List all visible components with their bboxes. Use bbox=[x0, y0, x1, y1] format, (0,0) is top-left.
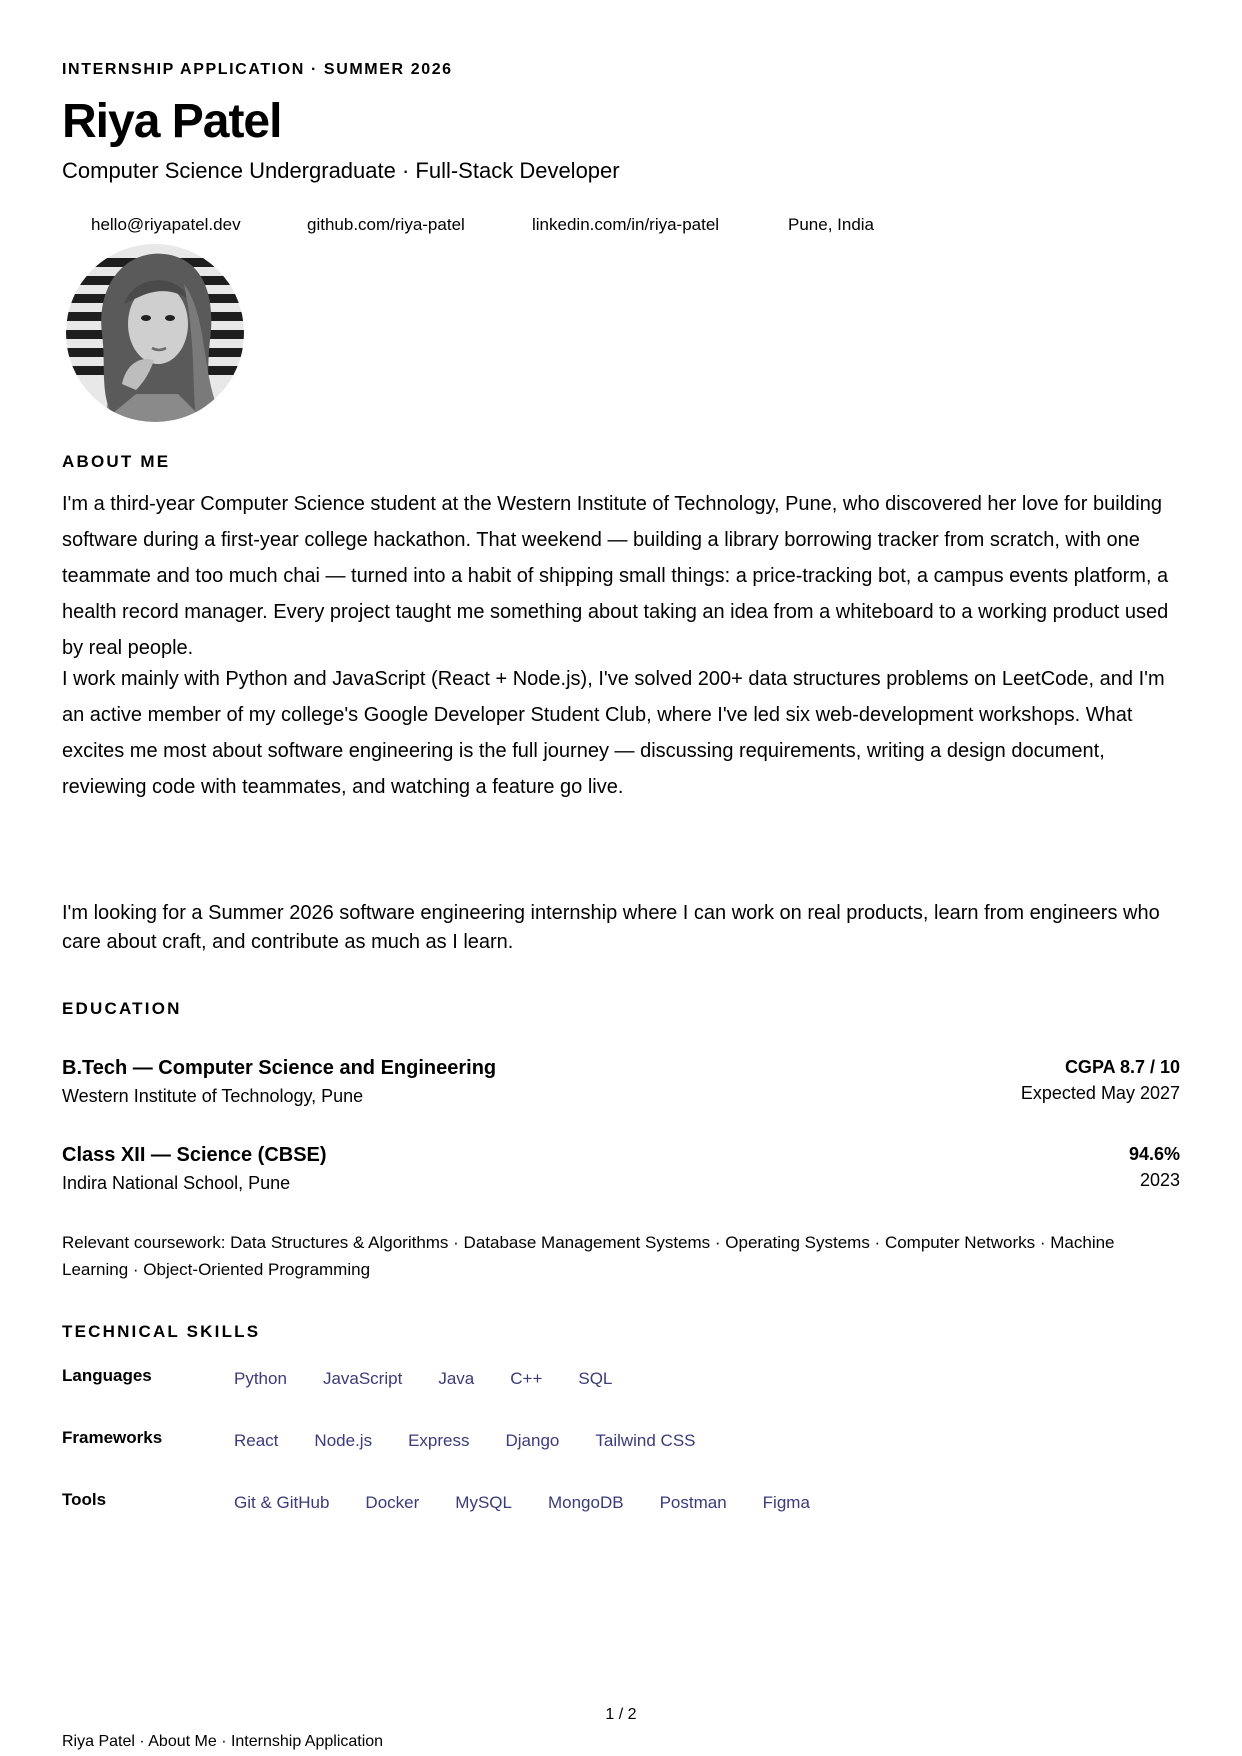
skill-tag: MySQL bbox=[455, 1493, 512, 1512]
page-number: 1 / 2 bbox=[605, 1706, 637, 1723]
graduation-date: 2023 bbox=[1139, 1170, 1180, 1190]
skill-tag: Postman bbox=[659, 1493, 727, 1512]
education-section-title: EDUCATION bbox=[62, 999, 182, 1018]
skill-row-frameworks bbox=[62, 1428, 1180, 1468]
skill-tag: React bbox=[234, 1431, 279, 1450]
school-name: Western Institute of Technology, Pune bbox=[62, 1086, 364, 1106]
email-link[interactable]: hello@riyapatel.dev bbox=[91, 215, 241, 234]
skill-tag: Docker bbox=[365, 1493, 420, 1512]
skill-category-label: Tools bbox=[62, 1490, 107, 1509]
skill-tag: Tailwind CSS bbox=[595, 1431, 696, 1450]
skills-section-title: TECHNICAL SKILLS bbox=[62, 1322, 261, 1341]
profile-photo bbox=[66, 244, 244, 422]
about-section-title: ABOUT ME bbox=[62, 452, 171, 471]
skill-tags bbox=[234, 1493, 810, 1513]
skill-category-label: Languages bbox=[62, 1366, 152, 1385]
coursework-list: Relevant coursework: Data Structures & Algorithms · Database Management Systems · Operating Systems · Computer Networks · Machine Learning · Object-Oriented Programming bbox=[62, 1233, 1115, 1279]
candidate-name: Riya Patel bbox=[62, 95, 282, 148]
skill-row-languages bbox=[62, 1366, 1180, 1406]
grade-score: CGPA 8.7 / 10 bbox=[1064, 1057, 1180, 1077]
skill-row-tools bbox=[62, 1490, 1180, 1530]
skill-tag: JavaScript bbox=[322, 1369, 403, 1388]
degree-title: Class XII — Science (CBSE) bbox=[62, 1144, 327, 1166]
graduation-date: Expected May 2027 bbox=[1020, 1083, 1180, 1103]
linkedin-link[interactable]: linkedin.com/in/riya-patel bbox=[532, 215, 720, 234]
skill-tag: Python bbox=[234, 1369, 287, 1388]
location-text: Pune, India bbox=[788, 215, 875, 234]
skill-tags bbox=[234, 1431, 696, 1451]
skill-tag: C++ bbox=[510, 1369, 543, 1388]
about-paragraph-2: I work mainly with Python and JavaScript (React + Node.js), I've solved 200+ data structures problems on LeetCode, and I'm an active member of my college's Google Developer Student Club, where I've led six web-development workshops. What excites me most about software engineering is the full journey — discussing requirements, writing a design document, reviewing code with teammates, and watching a feature go live. bbox=[62, 668, 1165, 798]
skill-tag: Java bbox=[438, 1369, 475, 1388]
about-paragraph-3: I'm looking for a Summer 2026 software engineering internship where I can work on real products, learn from engineers who care about craft, and contribute as much as I learn. bbox=[62, 902, 1160, 953]
skill-tag: SQL bbox=[578, 1369, 613, 1388]
about-paragraph-1: I'm a third-year Computer Science student at the Western Institute of Technology, Pune, who discovered her love for building software during a first-year college hackathon. That weekend — building a library borrowing tracker from scratch, with one teammate and too much chai — turned into a habit of shipping small things: a price-tracking bot, a campus events platform, a health record manager. Every project taught me something about taking an idea from a whiteboard to a working product used by real people. bbox=[62, 493, 1169, 659]
skill-tag: Node.js bbox=[314, 1431, 373, 1450]
grade-score: 94.6% bbox=[1128, 1144, 1180, 1164]
degree-title: B.Tech — Computer Science and Engineering bbox=[62, 1057, 497, 1079]
skill-tag: Figma bbox=[762, 1493, 810, 1512]
skill-tag: Git & GitHub bbox=[234, 1493, 330, 1512]
school-name: Indira National School, Pune bbox=[62, 1173, 291, 1193]
skill-tag: Express bbox=[408, 1431, 470, 1450]
skill-category-label: Frameworks bbox=[62, 1428, 163, 1447]
skill-tag: Django bbox=[505, 1431, 560, 1450]
skill-tags bbox=[234, 1369, 612, 1389]
github-link[interactable]: github.com/riya-patel bbox=[307, 215, 465, 234]
candidate-subtitle: Computer Science Undergraduate · Full-Stack Developer bbox=[62, 158, 620, 183]
skill-tag: MongoDB bbox=[547, 1493, 624, 1512]
page-footer: Riya Patel · About Me · Internship Application bbox=[62, 1733, 384, 1750]
application-eyebrow: INTERNSHIP APPLICATION · SUMMER 2026 bbox=[62, 61, 453, 78]
